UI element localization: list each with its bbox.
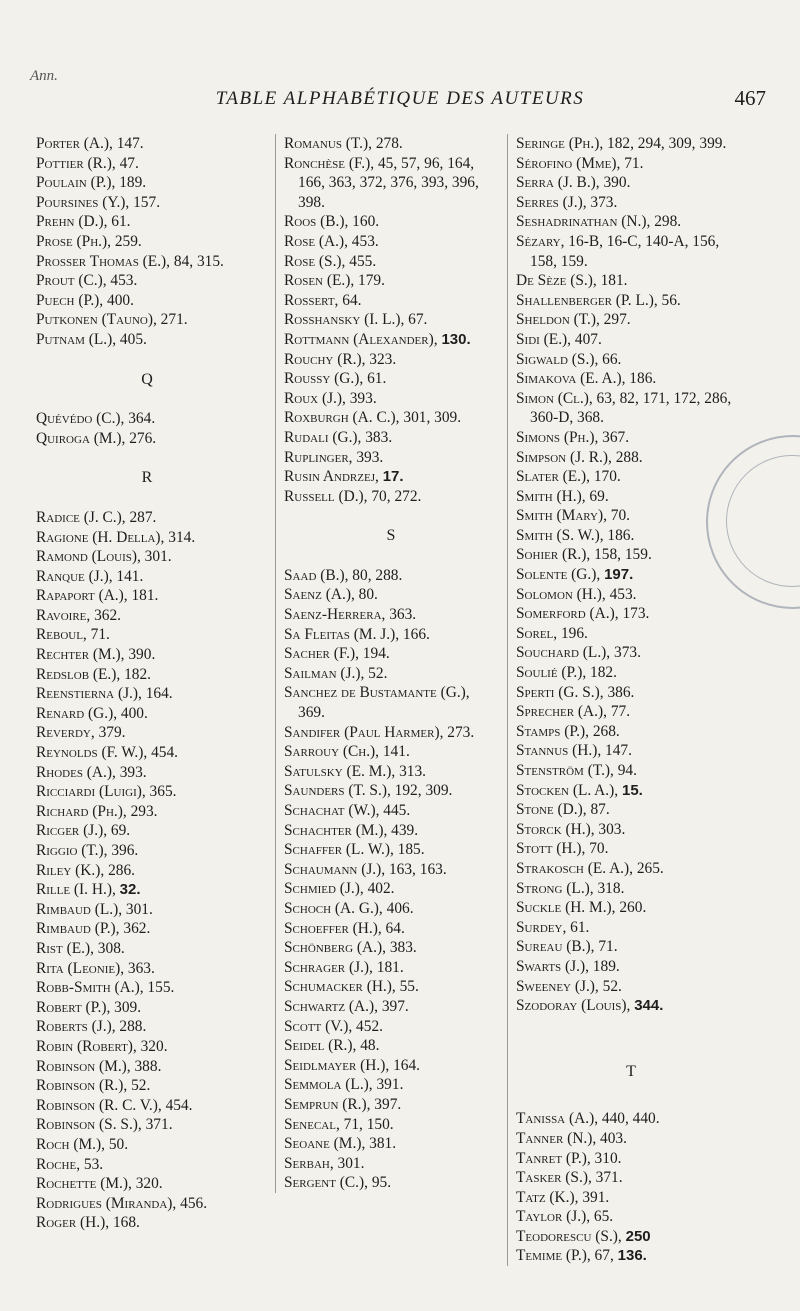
index-entry: Seidel (R.), 48. xyxy=(284,1037,380,1055)
index-entry: Sa Fleitas (M. J.), 166. xyxy=(284,625,430,643)
index-entry: Rechter (M.), 390. xyxy=(36,646,156,664)
index-column-2 xyxy=(275,134,498,1193)
index-entry: Sézary, 16-B, 16-C, 140-A, 156, 158, 159. xyxy=(516,232,720,270)
index-entry: Rose (S.), 455. xyxy=(284,252,377,270)
index-entry: Sandifer (Paul Harmer), 273. xyxy=(284,723,475,741)
index-entry: Sarrouy (Ch.), 141. xyxy=(284,743,410,761)
index-entry: Smith (H.), 69. xyxy=(516,487,609,505)
entry-text: Rille (I. H.), xyxy=(36,881,120,899)
index-entry: Souchard (L.), 373. xyxy=(516,644,641,662)
index-entry: Roxburgh (A. C.), 301, 309. xyxy=(284,409,462,427)
entry-text: Stocken (L. A.), xyxy=(516,781,622,799)
index-entry: Reboul, 71. xyxy=(36,626,110,644)
index-entry: Poulain (P.), 189. xyxy=(36,174,147,192)
index-entry: Ramond (Louis), 301. xyxy=(36,548,172,566)
index-entry: Prehn (D.), 61. xyxy=(36,213,131,231)
index-columns xyxy=(0,134,800,1284)
index-entry: Rita (Leonie), 363. xyxy=(36,959,155,977)
entry-bold-page: 32. xyxy=(119,881,141,899)
index-entry: Taylor (J.), 65. xyxy=(516,1208,614,1226)
index-entry: Ranque (J.), 141. xyxy=(36,567,144,585)
index-entry: Saenz-Herrera, 363. xyxy=(284,606,417,624)
index-entry: Schmied (J.), 402. xyxy=(284,880,395,898)
index-entry: Prosser Thomas (E.), 84, 315. xyxy=(36,252,224,270)
index-entry: Robb-Smith (A.), 155. xyxy=(36,979,175,997)
index-entry: Slater (E.), 170. xyxy=(516,468,621,486)
index-entry: Somerford (A.), 173. xyxy=(516,605,650,623)
index-entry: Riley (K.), 286. xyxy=(36,861,136,879)
entry-bold-page: 17. xyxy=(382,468,404,486)
index-entry: Roussy (G.), 61. xyxy=(284,370,387,388)
index-entry: Sergent (C.), 95. xyxy=(284,1174,392,1192)
index-entry: Ruplinger, 393. xyxy=(284,448,384,466)
index-entry: Schoch (A. G.), 406. xyxy=(284,899,414,917)
index-entry: Solomon (H.), 453. xyxy=(516,585,637,603)
section-letter-s: S xyxy=(386,527,396,545)
index-entry: Reverdy, 379. xyxy=(36,724,126,742)
index-entry: Roberts (J.), 288. xyxy=(36,1018,147,1036)
index-entry: Rist (E.), 308. xyxy=(36,939,125,957)
index-entry: Tanissa (A.), 440, 440. xyxy=(516,1110,660,1128)
index-entry: Schönberg (A.), 383. xyxy=(284,939,417,957)
index-entry: Tanret (P.), 310. xyxy=(516,1149,622,1167)
index-entry: Rodrigues (Miranda), 456. xyxy=(36,1194,208,1212)
index-entry xyxy=(284,467,498,487)
index-entry: Storck (H.), 303. xyxy=(516,820,626,838)
index-entry: Sérofino (Mme), 71. xyxy=(516,154,644,172)
entry-bold-page: 130. xyxy=(441,330,471,348)
index-entry: Roux (J.), 393. xyxy=(284,389,377,407)
index-entry: Richard (Ph.), 293. xyxy=(36,802,158,820)
index-entry xyxy=(516,1227,746,1247)
index-entry xyxy=(36,880,258,900)
entry-text: Rusin Andrzej, xyxy=(284,468,383,486)
index-entry: Sweeney (J.), 52. xyxy=(516,977,622,995)
index-entry: Schaffer (L. W.), 185. xyxy=(284,841,425,859)
corner-label: Ann. xyxy=(30,68,58,84)
index-column-1 xyxy=(36,134,258,1233)
index-entry xyxy=(284,330,498,350)
index-entry: Sheldon (T.), 297. xyxy=(516,311,631,329)
index-entry: Suckle (H. M.), 260. xyxy=(516,899,647,917)
entry-bold-page: 197. xyxy=(604,566,634,584)
index-entry: Rimbaud (P.), 362. xyxy=(36,920,151,938)
index-entry: Sprecher (A.), 77. xyxy=(516,703,631,721)
index-entry: Puech (P.), 400. xyxy=(36,291,134,309)
index-entry: Russell (D.), 70, 272. xyxy=(284,487,422,505)
index-entry: Schumacker (H.), 55. xyxy=(284,978,419,996)
index-entry: Scott (V.), 452. xyxy=(284,1017,383,1035)
index-entry: Pottier (R.), 47. xyxy=(36,154,139,172)
index-entry xyxy=(516,996,746,1016)
index-entry: Robin (Robert), 320. xyxy=(36,1037,168,1055)
index-entry: Rosshansky (I. L.), 67. xyxy=(284,311,428,329)
index-entry: Quiroga (M.), 276. xyxy=(36,429,157,447)
index-entry: Sigwald (S.), 66. xyxy=(516,350,622,368)
index-entry: Ronchèse (F.), 45, 57, 96, 164, 166, 363, 372, 376, 393, 396, 398. xyxy=(284,154,479,211)
index-entry: Stamps (P.), 268. xyxy=(516,722,620,740)
index-entry: Rudali (G.), 383. xyxy=(284,428,393,446)
index-entry: Prose (Ph.), 259. xyxy=(36,232,142,250)
index-entry: Schaumann (J.), 163, 163. xyxy=(284,860,447,878)
index-entry: Stenström (T.), 94. xyxy=(516,762,637,779)
index-entry: Seoane (M.), 381. xyxy=(284,1135,397,1153)
index-entry: Poursines (Y.), 157. xyxy=(36,193,161,211)
index-entry: Sorel, 196. xyxy=(516,624,588,642)
index-entry: Simons (Ph.), 367. xyxy=(516,428,630,446)
index-entry: Tanner (N.), 403. xyxy=(516,1129,627,1147)
index-entry: Putnam (L.), 405. xyxy=(36,330,147,348)
page-number: 467 xyxy=(734,86,766,110)
index-entry: Serra (J. B.), 390. xyxy=(516,174,631,192)
index-entry: Seshadrinathan (N.), 298. xyxy=(516,213,682,231)
index-entry: Ravoire, 362. xyxy=(36,606,122,624)
index-entry: Robinson (S. S.), 371. xyxy=(36,1116,173,1134)
index-entry: Simpson (J. R.), 288. xyxy=(516,448,643,466)
index-entry: Renard (G.), 400. xyxy=(36,704,148,722)
index-entry: Rosen (E.), 179. xyxy=(284,272,385,290)
index-entry: Schachat (W.), 445. xyxy=(284,802,411,819)
index-entry: Reynolds (F. W.), 454. xyxy=(36,744,179,762)
index-entry: Seidlmayer (H.), 164. xyxy=(284,1056,421,1074)
index-entry: Robinson (R.), 52. xyxy=(36,1077,151,1095)
section-letter-r: R xyxy=(141,469,153,487)
index-entry: Roch (M.), 50. xyxy=(36,1135,129,1153)
index-entry: Reenstierna (J.), 164. xyxy=(36,685,173,703)
index-entry: Shallenberger (P. L.), 56. xyxy=(516,291,681,309)
index-entry: Stannus (H.), 147. xyxy=(516,742,632,760)
index-entry xyxy=(516,781,746,801)
index-entry: Saenz (A.), 80. xyxy=(284,586,378,604)
index-entry: Strakosch (E. A.), 265. xyxy=(516,859,664,877)
index-entry: Stone (D.), 87. xyxy=(516,801,610,819)
index-entry: Smith (Mary), 70. xyxy=(516,507,631,525)
index-entry: Schwartz (A.), 397. xyxy=(284,997,409,1015)
index-entry: Radice (J. C.), 287. xyxy=(36,508,157,526)
section-letter-t: T xyxy=(626,1062,636,1080)
index-entry: Roche, 53. xyxy=(36,1155,104,1173)
index-entry: Soulié (P.), 182. xyxy=(516,664,617,682)
running-title: TABLE ALPHABÉTIQUE DES AUTEURS xyxy=(215,88,585,109)
index-entry: Senecal, 71, 150. xyxy=(284,1115,394,1133)
index-entry: Robert (P.), 309. xyxy=(36,998,142,1016)
entry-bold-page: 136. xyxy=(617,1247,647,1265)
index-entry: Saad (B.), 80, 288. xyxy=(284,566,403,584)
index-entry: Saunders (T. S.), 192, 309. xyxy=(284,782,453,800)
index-entry: Quévédo (C.), 364. xyxy=(36,410,156,428)
index-entry: Schoeffer (H.), 64. xyxy=(284,919,405,937)
index-entry: Serbah, 301. xyxy=(284,1154,365,1172)
entry-bold-page: 250 xyxy=(625,1227,651,1245)
index-entry: Redslob (E.), 182. xyxy=(36,665,152,683)
index-entry: Tasker (S.), 371. xyxy=(516,1169,623,1187)
index-entry: Putkonen (Tauno), 271. xyxy=(36,311,188,329)
index-entry xyxy=(516,1246,746,1266)
index-entry: Smith (S. W.), 186. xyxy=(516,526,635,544)
index-entry: Rochette (M.), 320. xyxy=(36,1175,163,1193)
index-entry: Rhodes (A.), 393. xyxy=(36,763,147,781)
index-entry: Sanchez de Bustamante (G.), 369. xyxy=(284,684,470,722)
index-entry: Seringe (Ph.), 182, 294, 309, 399. xyxy=(516,135,727,152)
index-entry: Sureau (B.), 71. xyxy=(516,938,618,956)
index-entry: Rouchy (R.), 323. xyxy=(284,350,397,368)
index-entry: Strong (L.), 318. xyxy=(516,879,625,897)
index-entry: Serres (J.), 373. xyxy=(516,193,618,211)
entry-text: Szodoray (Louis), xyxy=(516,997,635,1015)
index-entry: Swarts (J.), 189. xyxy=(516,957,620,975)
index-entry: Ricciardi (Luigi), 365. xyxy=(36,783,177,801)
index-entry: Riggio (T.), 396. xyxy=(36,842,139,859)
entry-text: Teodorescu (S.), xyxy=(516,1227,626,1245)
section-letter-q: Q xyxy=(141,370,153,388)
index-entry: Ricger (J.), 69. xyxy=(36,822,131,840)
index-entry: Sailman (J.), 52. xyxy=(284,664,388,682)
index-entry: Rapaport (A.), 181. xyxy=(36,587,159,605)
index-entry: Prout (C.), 453. xyxy=(36,272,138,290)
index-entry: Semmola (L.), 391. xyxy=(284,1076,404,1094)
index-entry: Rimbaud (L.), 301. xyxy=(36,900,153,918)
index-entry: Schachter (M.), 439. xyxy=(284,821,419,839)
index-entry: Rose (A.), 453. xyxy=(284,232,379,250)
index-entry: Ragione (H. Della), 314. xyxy=(36,528,196,546)
entry-text: Solente (G.), xyxy=(516,566,605,584)
index-entry xyxy=(516,565,746,585)
index-entry: Simakova (E. A.), 186. xyxy=(516,370,657,388)
index-entry: Roger (H.), 168. xyxy=(36,1214,140,1232)
entry-bold-page: 344. xyxy=(634,997,664,1015)
index-entry: Satulsky (E. M.), 313. xyxy=(284,762,427,780)
index-entry: Robinson (R. C. V.), 454. xyxy=(36,1096,193,1114)
index-entry: Sacher (F.), 194. xyxy=(284,645,390,663)
index-entry: Rossert, 64. xyxy=(284,291,362,309)
index-entry: De Sèze (S.), 181. xyxy=(516,272,628,290)
index-entry: Roos (B.), 160. xyxy=(284,213,380,231)
index-entry: Stott (H.), 70. xyxy=(516,840,609,858)
column-2-body xyxy=(276,134,498,1193)
entry-bold-page: 15. xyxy=(621,781,643,799)
index-entry: Robinson (M.), 388. xyxy=(36,1057,162,1075)
entry-text: Temime (P.), 67, xyxy=(516,1247,618,1265)
index-column-3 xyxy=(507,134,746,1266)
entry-text: Rottmann (Alexander), xyxy=(284,330,442,348)
index-entry: Porter (A.), 147. xyxy=(36,135,144,152)
index-entry: Schrager (J.), 181. xyxy=(284,958,404,976)
index-entry: Simon (Cl.), 63, 82, 171, 172, 286, 360-D, 368. xyxy=(516,389,732,427)
column-3-body xyxy=(508,134,746,1266)
index-entry: Tatz (K.), 391. xyxy=(516,1188,610,1206)
index-entry: Romanus (T.), 278. xyxy=(284,135,403,152)
index-entry: Surdey, 61. xyxy=(516,918,590,936)
index-entry: Sidi (E.), 407. xyxy=(516,330,602,348)
index-entry: Sohier (R.), 158, 159. xyxy=(516,546,652,564)
index-entry: Sperti (G. S.), 386. xyxy=(516,683,635,701)
index-entry: Semprun (R.), 397. xyxy=(284,1095,402,1113)
